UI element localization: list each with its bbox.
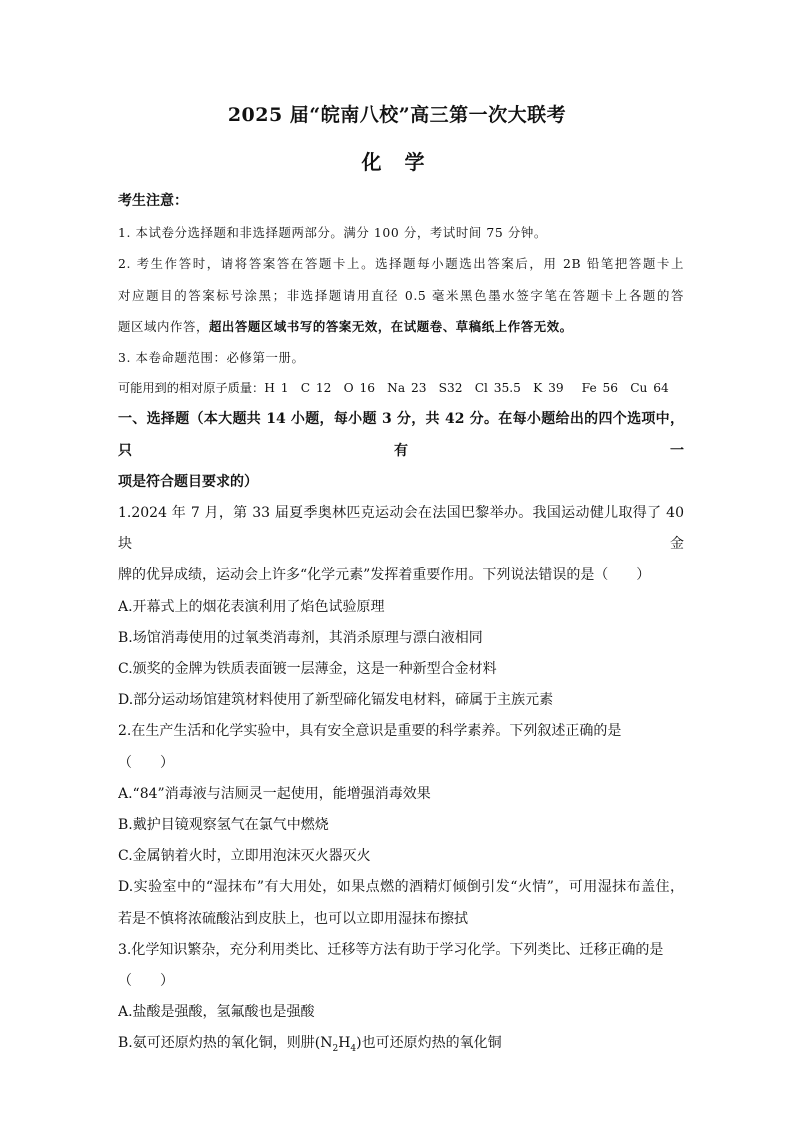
subject-title: 化 学 xyxy=(361,150,433,174)
q2-option-a: A.“84”消毒液与洁厕灵一起使用，能增强消毒效果 xyxy=(118,785,431,802)
notice-item-2-line3-text: 题区域内作答， xyxy=(118,318,209,334)
formula-sub-2: 2 xyxy=(332,1044,339,1055)
notice-item-1: 1. 本试卷分选择题和非选择题两部分。满分 100 分，考试时间 75 分钟。 xyxy=(118,225,547,241)
formula-n: N xyxy=(320,1035,333,1052)
section-heading-line2: 项是符合题目要求的） xyxy=(118,473,258,490)
q3-stem-line1: 3.化学知识繁杂，充分利用类比、迁移等方法有助于学习化学。下列类比、迁移正确的是 xyxy=(118,941,664,958)
q3-option-a: A.盐酸是强酸，氢氟酸也是强酸 xyxy=(118,1004,315,1021)
notice-item-2-line1: 2. 考生作答时，请将答案答在答题卡上。选择题每小题选出答案后，用 2B 铅笔把答题卡上 xyxy=(118,256,684,272)
section-heading-line1: 一、选择题（本大题共 14 小题，每小题 3 分，共 42 分。在每小题给出的四个选项中，只有一 xyxy=(118,411,684,459)
q2-option-b: B.戴护目镜观察氢气在氯气中燃烧 xyxy=(118,817,329,834)
q2-option-c: C.金属钠着火时，立即用泡沫灭火器灭火 xyxy=(118,848,371,865)
q3-stem-line2: （ ） xyxy=(118,973,174,990)
q1-option-d: D.部分运动场馆建筑材料使用了新型碲化镉发电材料，碲属于主族元素 xyxy=(118,692,554,709)
exam-title: 2025 届“皖南八校”高三第一次大联考 xyxy=(227,104,567,126)
notice-warning: 超出答题区域书写的答案无效，在试题卷、草稿纸上作答无效。 xyxy=(208,318,573,334)
q2-stem-line2: （ ） xyxy=(118,754,174,771)
q1-option-b: B.场馆消毒使用的过氧类消毒剂，其消杀原理与漂白液相同 xyxy=(118,629,483,646)
q1-option-c: C.颁奖的金牌为铁质表面镀一层薄金，这是一种新型合金材料 xyxy=(118,661,497,678)
q3-option-b xyxy=(118,1028,684,1065)
exam-body xyxy=(118,186,684,1065)
q1-option-a: A.开幕式上的烟花表演利用了焰色试验原理 xyxy=(118,598,385,615)
formula-h: H xyxy=(338,1035,351,1052)
q2-option-d-line2: 若是不慎将浓硫酸沾到皮肤上，也可以立即用湿抹布擦拭 xyxy=(118,910,468,927)
q3-option-b-post: )也可还原灼热的氧化铜 xyxy=(356,1035,502,1052)
notice-item-3: 3. 本卷命题范围：必修第一册。 xyxy=(118,350,305,366)
q1-stem-line2: 牌的优异成绩，运动会上许多“化学元素”发挥着重要作用。下列说法错误的是（ ） xyxy=(118,567,651,584)
q2-option-d-line1: D.实验室中的“湿抹布”有大用处，如果点燃的酒精灯倾倒引发“火情”，可用湿抹布盖住， xyxy=(118,879,684,896)
q1-stem-line1: 1.2024 年 7 月，第 33 届夏季奥林匹克运动会在法国巴黎举办。我国运动健儿取得了 40 块金 xyxy=(118,505,684,553)
q3-option-b-pre: B.氨可还原灼热的氧化铜，则肼( xyxy=(118,1035,321,1052)
atomic-masses: 可能用到的相对原子质量：H 1 C 12 O 16 Na 23 S32 Cl 35.5 K 39 Fe 56 Cu 64 xyxy=(118,381,669,396)
formula-sub-4: 4 xyxy=(350,1044,357,1055)
notice-item-2-line2: 对应题目的答案标号涂黑；非选择题请用直径 0.5 毫米黑色墨水签字笔在答题卡上各题的答 xyxy=(118,287,684,303)
q2-stem-line1: 2.在生产生活和化学实验中，具有安全意识是重要的科学素养。下列叙述正确的是 xyxy=(118,723,622,740)
notice-item-2-line3 xyxy=(118,311,684,342)
notice-heading: 考生注意： xyxy=(118,193,188,209)
